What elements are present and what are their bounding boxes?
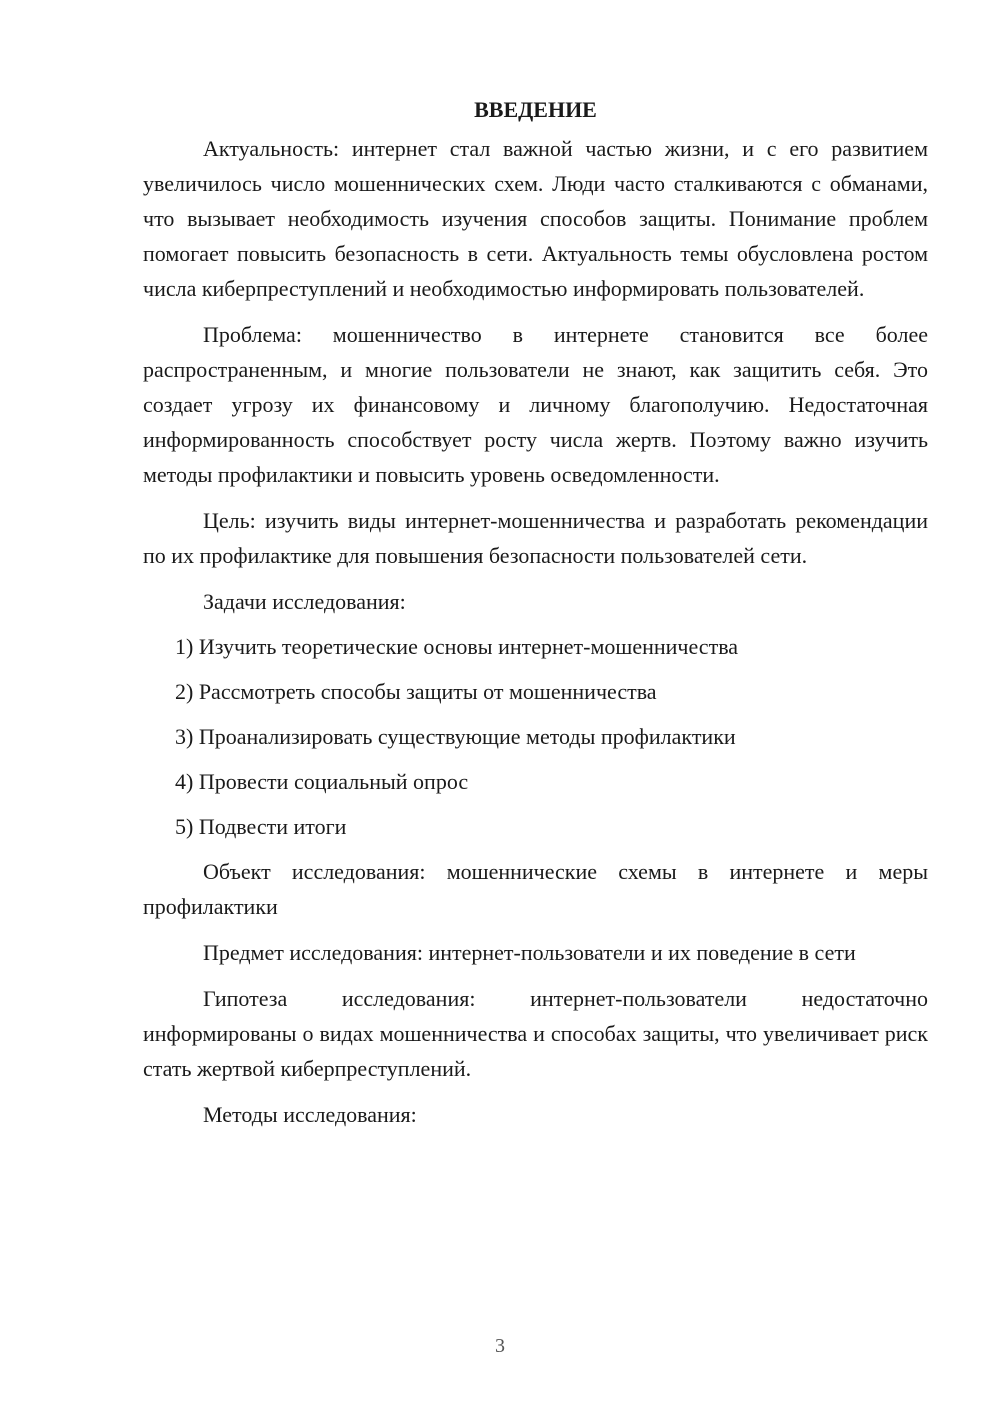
subject-paragraph: Предмет исследования: интернет-пользователи и их поведение в сети	[203, 940, 856, 965]
page-title: ВВЕДЕНИЕ	[474, 97, 597, 122]
methods-heading: Методы исследования:	[203, 1102, 417, 1127]
task-item: 5) Подвести итоги	[175, 814, 347, 839]
task-item: 1) Изучить теоретические основы интернет-мошенничества	[175, 634, 739, 659]
task-item: 4) Провести социальный опрос	[175, 769, 469, 794]
goal-paragraph: Цель: изучить виды интернет-мошенничества и разработать рекомендации по их профилактике для повышения безопасности пользователей сети.	[143, 508, 928, 568]
tasks-heading: Задачи исследования:	[203, 589, 406, 614]
problem-paragraph: Проблема: мошенничество в интернете становится все более распространенным, и многие пользователи не знают, как защитить себя. Это создает угрозу их финансовому и личному благополучию. Недостаточная информированность способствует росту числа жертв. Поэтому важно изучить методы профилактики и повысить уровень осведомленности.	[143, 322, 928, 487]
page-number: 3	[495, 1335, 505, 1357]
task-item: 2) Рассмотреть способы защиты от мошенничества	[175, 679, 657, 704]
hypothesis-paragraph: Гипотеза исследования: интернет-пользователи недостаточно информированы о видах мошенничества и способах защиты, что увеличивает риск стать жертвой киберпреступлений.	[143, 986, 928, 1081]
task-item: 3) Проанализировать существующие методы профилактики	[175, 724, 736, 749]
relevance-paragraph: Актуальность: интернет стал важной частью жизни, и с его развитием увеличилось число мошеннических схем. Люди часто сталкиваются с обманами, что вызывает необходимость изучения способов защиты. Понимание проблем помогает повысить безопасность в сети. Актуальность темы обусловлена ростом числа киберпреступлений и необходимостью информировать пользователей.	[143, 136, 928, 301]
document-page	[143, 92, 928, 1143]
object-paragraph: Объект исследования: мошеннические схемы в интернете и меры профилактики	[143, 859, 928, 919]
